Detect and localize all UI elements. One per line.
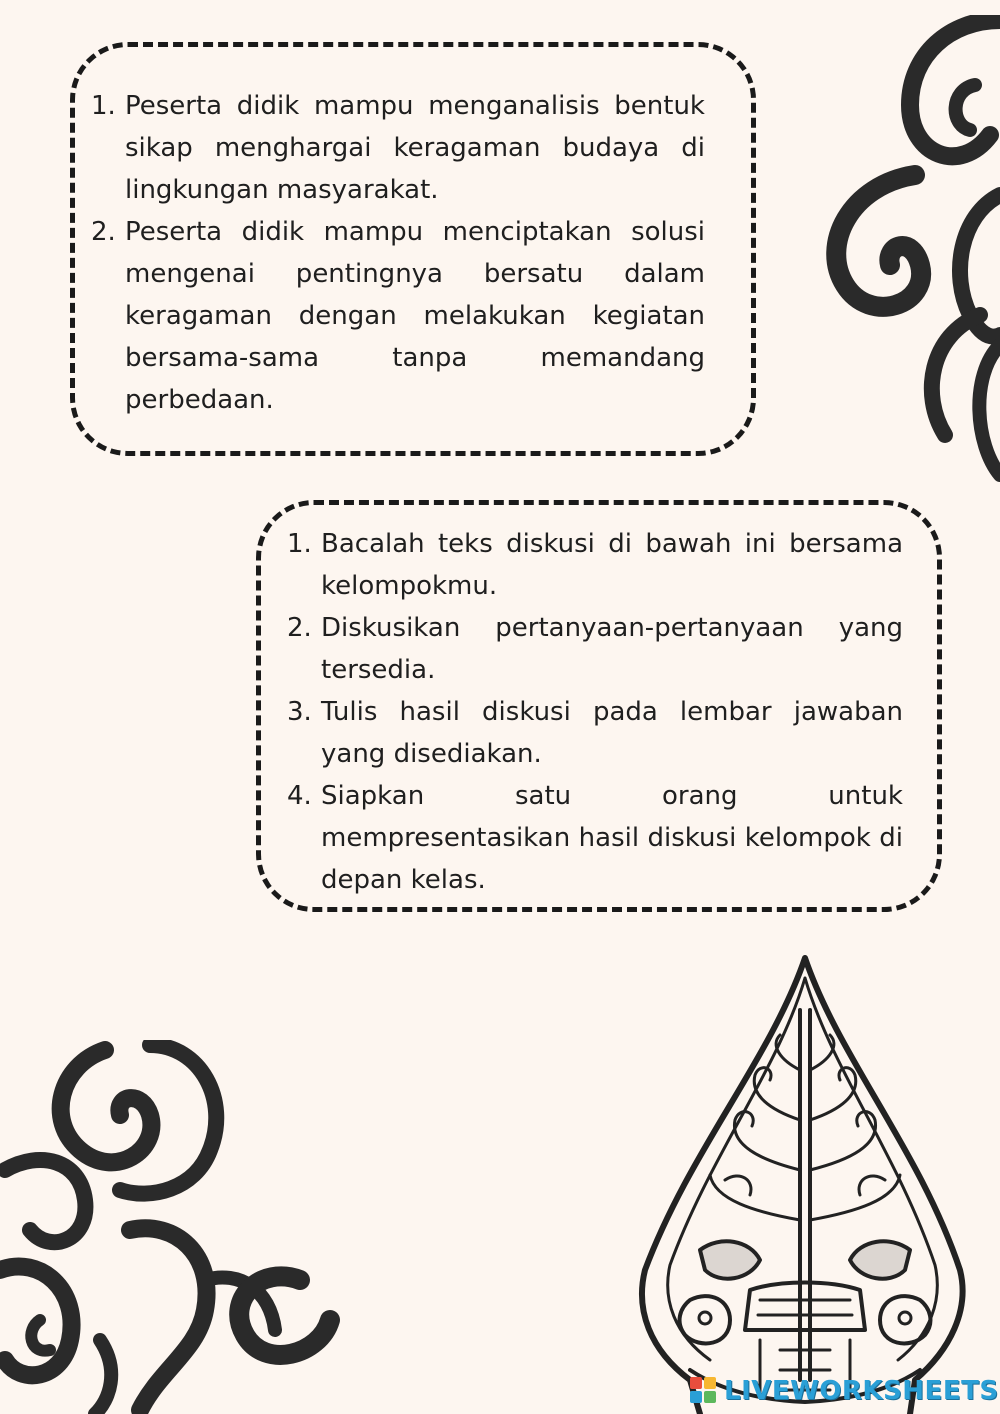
list-item	[287, 775, 903, 901]
list-item-text: Diskusikan pertanyaan-pertanyaan yang tersedia.	[321, 613, 903, 685]
watermark-text: LIVEWORKSHEETS	[724, 1376, 999, 1406]
list-item-number: 4.	[287, 781, 312, 811]
list-item	[287, 523, 903, 607]
instructions-list	[287, 523, 903, 901]
list-item-number: 1.	[91, 91, 116, 121]
list-item-text: Peserta didik mampu menciptakan solusi mengenai pentingnya bersatu dalam keragaman dengan melakukan kegiatan bersama-sama tanpa memandang perbedaan.	[125, 217, 705, 415]
liveworksheets-logo-icon	[690, 1377, 718, 1405]
swirl-ornament-bottom-left-icon	[0, 1040, 370, 1414]
list-item-number: 2.	[287, 613, 312, 643]
list-item	[287, 607, 903, 691]
list-item-text: Siapkan satu orang untuk mempresentasikan hasil diskusi kelompok di depan kelas.	[321, 781, 903, 895]
swirl-ornament-top-right-icon	[800, 15, 1000, 495]
list-item-number: 3.	[287, 697, 312, 727]
list-item	[91, 211, 705, 421]
list-item	[287, 691, 903, 775]
liveworksheets-watermark	[690, 1373, 999, 1409]
objectives-list	[91, 85, 705, 421]
gunungan-wayang-icon	[630, 950, 970, 1414]
list-item-text: Bacalah teks diskusi di bawah ini bersama kelompokmu.	[321, 529, 903, 601]
list-item-text: Peserta didik mampu menganalisis bentuk sikap menghargai keragaman budaya di lingkungan masyarakat.	[125, 91, 705, 205]
list-item-number: 2.	[91, 217, 116, 247]
instructions-box	[256, 500, 942, 912]
list-item-number: 1.	[287, 529, 312, 559]
list-item-text: Tulis hasil diskusi pada lembar jawaban yang disediakan.	[321, 697, 903, 769]
list-item	[91, 85, 705, 211]
objectives-box	[70, 42, 756, 456]
